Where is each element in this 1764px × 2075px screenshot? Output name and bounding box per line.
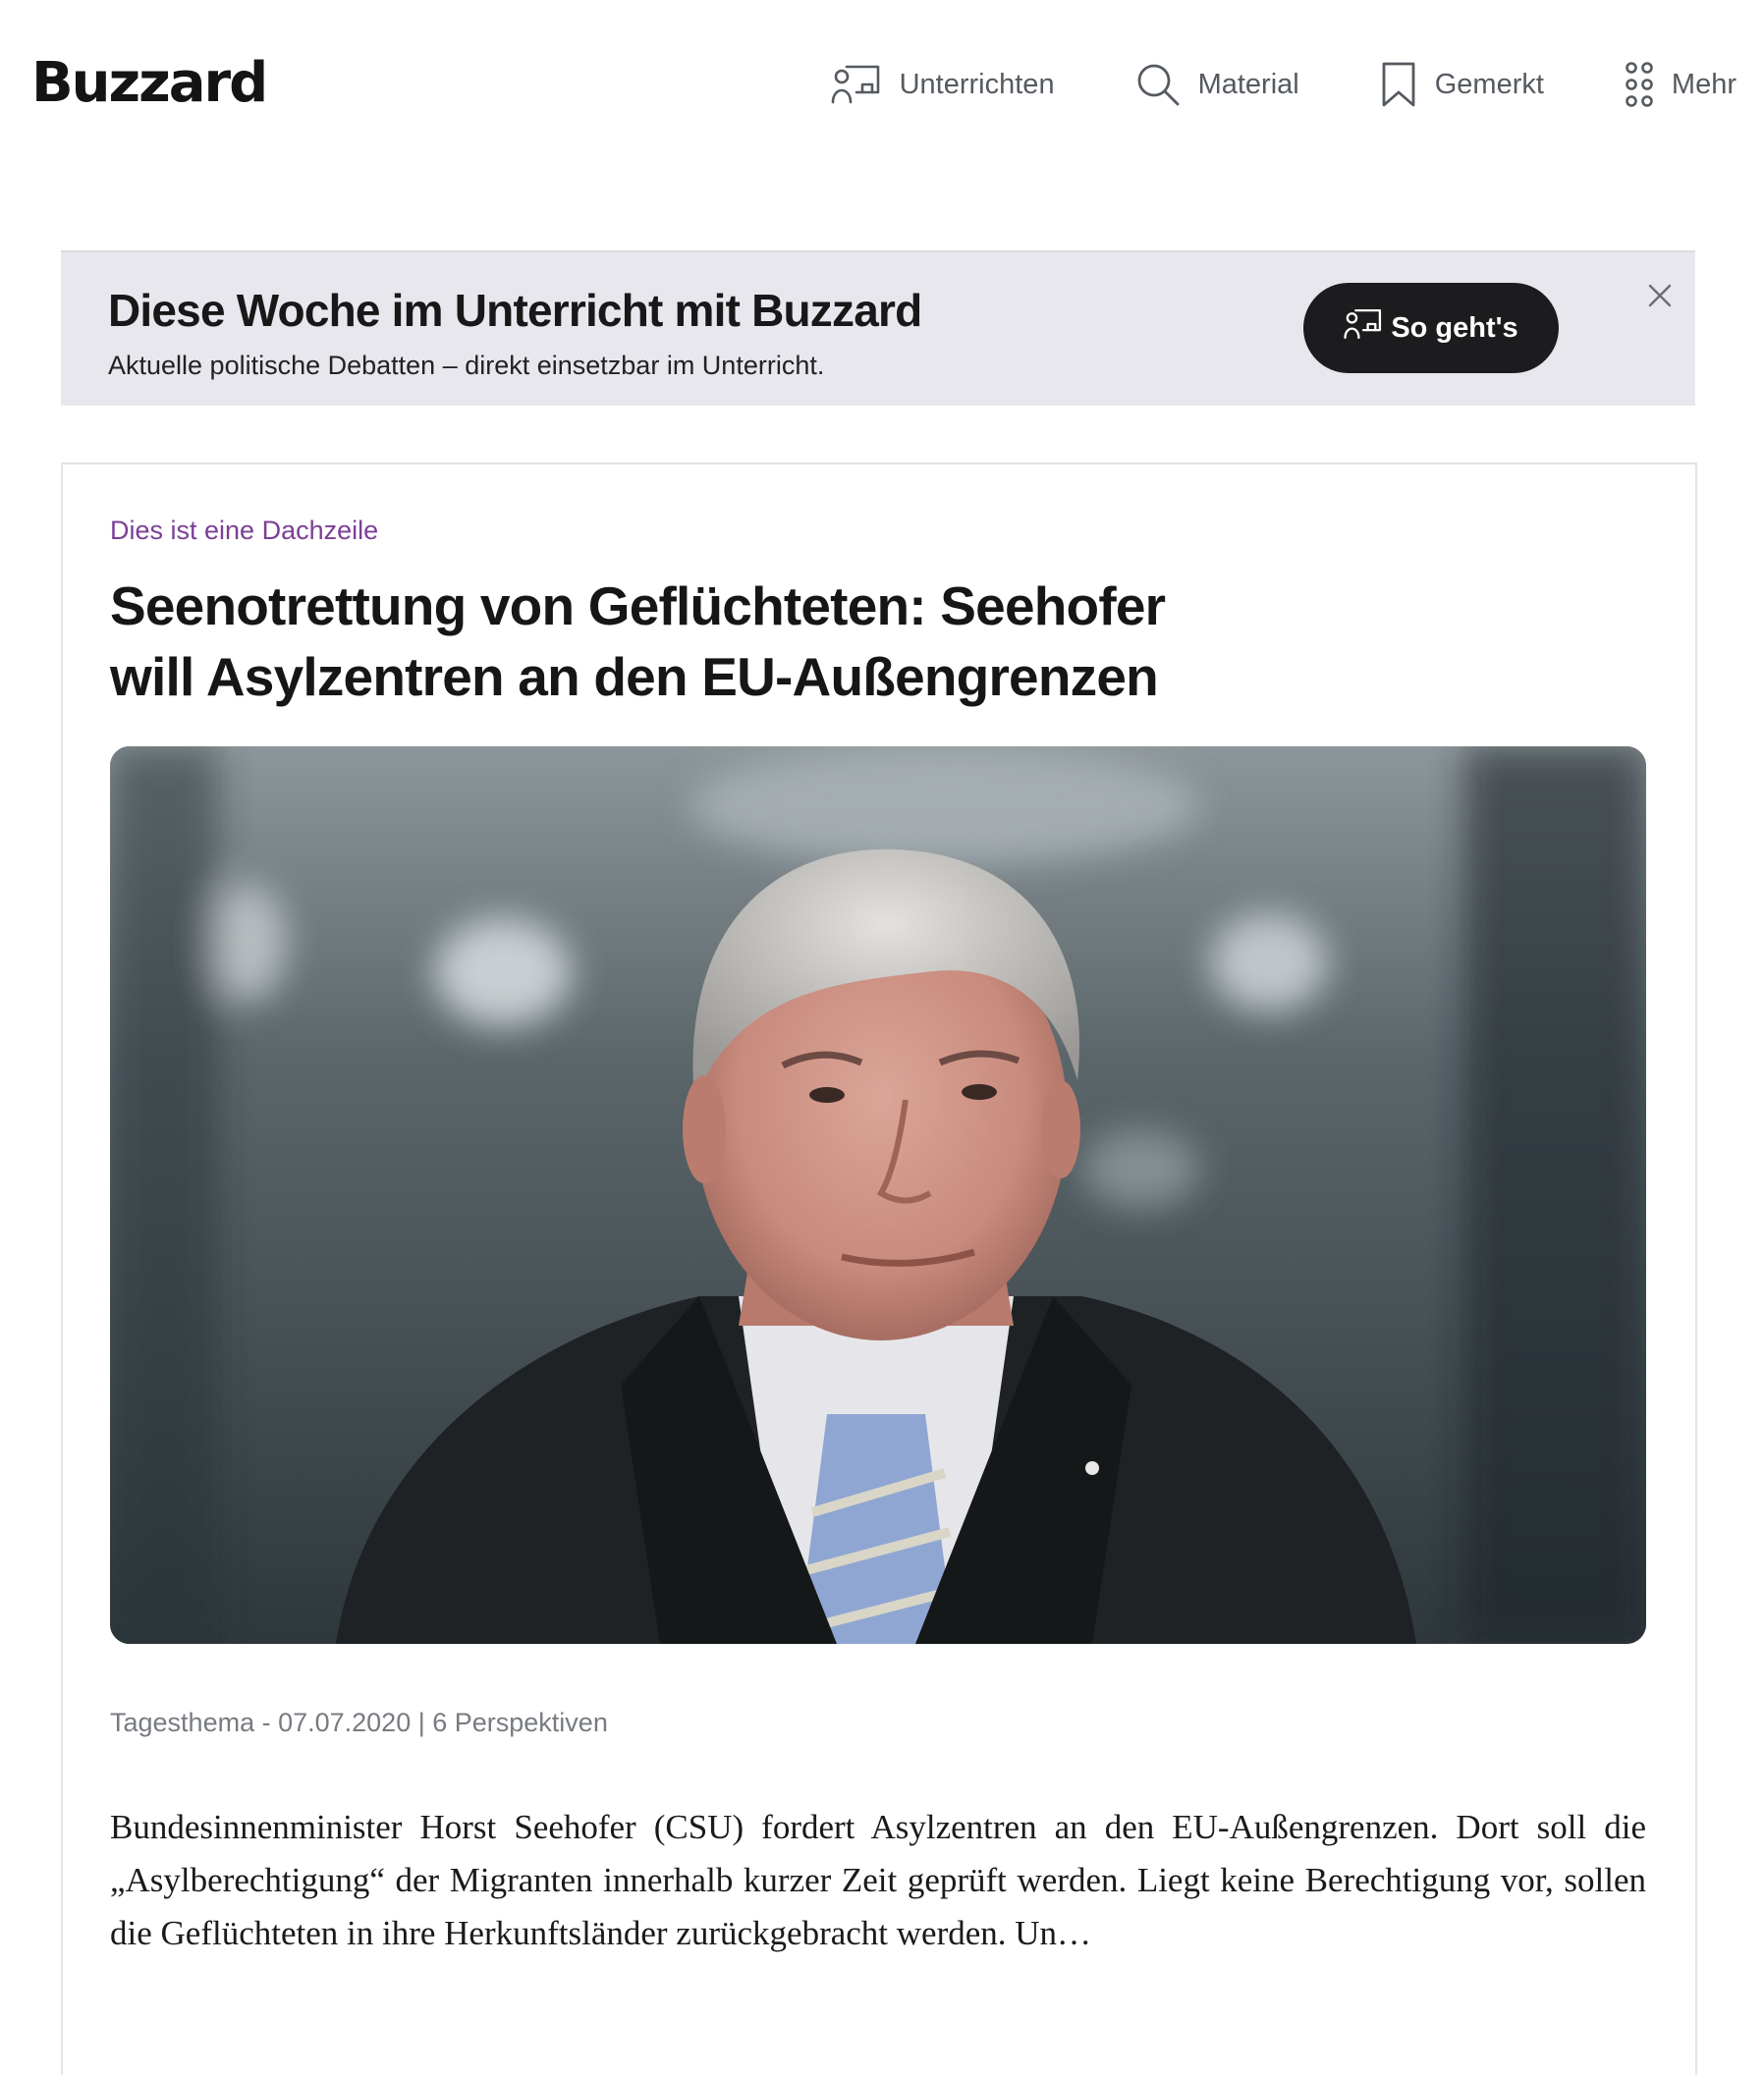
nav-label: Unterrichten: [899, 68, 1055, 100]
banner-title: Diese Woche im Unterricht mit Buzzard: [108, 285, 922, 336]
close-icon[interactable]: [1640, 276, 1680, 315]
nav-label: Material: [1197, 68, 1299, 100]
article-card[interactable]: [61, 463, 1697, 2075]
article-teaser: Bundesinnenminister Horst Seehofer (CSU) fordert Asylzentren an den EU-Außengrenzen. Dort soll die „Asylberechtigung“ der Migranten innerhalb kurzer Zeit geprüft werden. Liegt keine Berechtigung vor, sollen die Geflüchteten in ihre Herkunftsländer zurückgebracht werden. Un…: [110, 1808, 1646, 1952]
teach-icon: [831, 63, 882, 106]
headline-line: Seenotrettung von Geflüchteten: Seehofer: [110, 575, 1166, 636]
button-label: So geht's: [1391, 311, 1518, 344]
buzzard-logo[interactable]: Buzzard: [31, 51, 267, 115]
main-nav: [831, 61, 1736, 108]
article-photo[interactable]: [110, 746, 1646, 1644]
teach-icon: [1344, 307, 1383, 349]
nav-item-mehr[interactable]: [1625, 61, 1736, 108]
search-icon: [1135, 62, 1181, 107]
weekly-teaching-banner: [61, 250, 1695, 406]
bookmark-icon: [1380, 61, 1417, 108]
nav-item-material[interactable]: [1135, 62, 1299, 107]
nav-item-gemerkt[interactable]: [1380, 61, 1544, 108]
so-gehts-button[interactable]: [1303, 283, 1559, 373]
article-headline[interactable]: [110, 571, 1249, 712]
headline-line: will Asylzentren an den EU-Außengrenzen: [110, 646, 1158, 707]
site-header: [0, 0, 1764, 177]
dots-grid-icon: [1625, 61, 1654, 108]
portrait-illustration: [110, 746, 1646, 1644]
article-meta: Tagesthema - 07.07.2020 | 6 Perspektiven: [110, 1708, 608, 1737]
nav-item-unterrichten[interactable]: [831, 63, 1055, 106]
nav-label: Gemerkt: [1434, 68, 1544, 100]
banner-subtitle: Aktuelle politische Debatten – direkt einsetzbar im Unterricht.: [108, 351, 825, 380]
nav-label: Mehr: [1671, 68, 1736, 100]
article-kicker: Dies ist eine Dachzeile: [110, 516, 379, 545]
